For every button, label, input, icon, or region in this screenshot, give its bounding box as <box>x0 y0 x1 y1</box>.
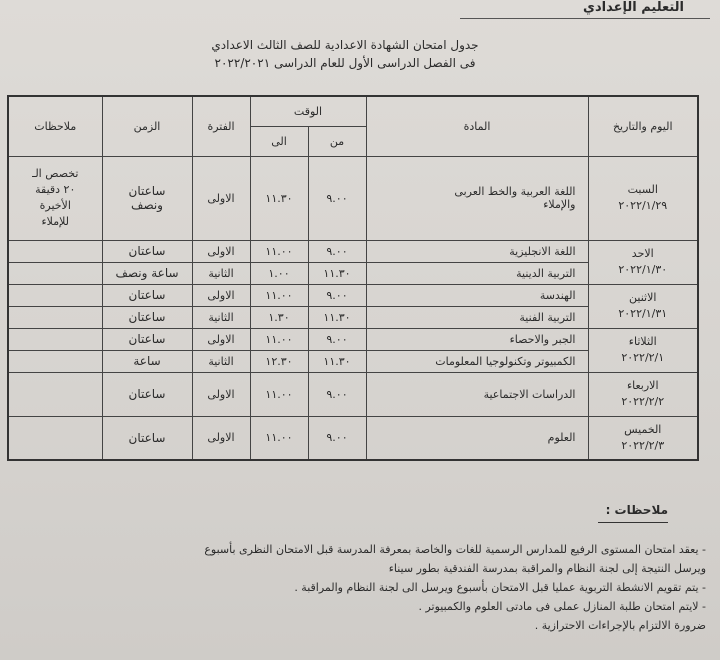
subject-text: الدراسات الاجتماعية <box>483 387 576 401</box>
header-from: من <box>308 126 366 156</box>
day-cell <box>588 240 698 284</box>
subject-text: الهندسة <box>539 288 576 302</box>
title-line-1: جدول امتحان الشهادة الاعدادية للصف الثالث الاعدادي <box>211 38 479 52</box>
note-item: ويرسل النتيجة إلى لجنة النظام والمراقبة بمدرسة الفندقية بطور سيناء <box>388 562 706 575</box>
duration-text: ساعة ونصف <box>115 266 179 280</box>
day-name: الاثنين <box>629 291 657 304</box>
subject-text: الكمبيوتر وتكنولوجيا المعلومات <box>435 354 576 368</box>
time-to-cell: ١١.٠٠ <box>250 240 308 262</box>
note-item: ضرورة الالتزام بالإجراءات الاحترازية . <box>534 619 706 632</box>
subject-cell <box>366 156 588 240</box>
time-from-cell: ٩.٠٠ <box>308 156 366 240</box>
table-row <box>8 328 698 350</box>
time-from-cell: ٩.٠٠ <box>308 328 366 350</box>
duration-text: ونصف <box>131 198 163 212</box>
header-day: اليوم والتاريخ <box>588 96 698 156</box>
day-cell <box>588 372 698 416</box>
note-item: - يتم تقويم الانشطة التربوية عمليا قبل الامتحان بأسبوع ويرسل الى لجنة النظام والمراقبة . <box>294 581 706 594</box>
time-from-cell: ١١.٣٠ <box>308 350 366 372</box>
day-name: الخميس <box>624 422 662 436</box>
time-from-cell: ٩.٠٠ <box>308 416 366 460</box>
duration-cell <box>102 284 192 306</box>
duration-cell <box>102 156 192 240</box>
day-date: ٢٠٢٢/٢/١ <box>621 351 665 364</box>
exam-schedule-table <box>7 95 699 461</box>
subject-text: اللغة العربية والخط العربى <box>454 185 576 198</box>
row-notes-cell <box>8 306 102 328</box>
period-cell: الاولى <box>192 240 250 262</box>
day-cell <box>588 156 698 240</box>
duration-text: ساعتان <box>128 310 166 324</box>
time-from-cell: ٩.٠٠ <box>308 372 366 416</box>
time-to-cell: ١١.٠٠ <box>250 328 308 350</box>
period-cell: الاولى <box>192 328 250 350</box>
duration-cell <box>102 262 192 284</box>
day-date: ٢٠٢٢/١/٣١ <box>618 307 668 320</box>
row-notes-cell <box>8 328 102 350</box>
time-to-cell: ١١.٣٠ <box>250 156 308 240</box>
header-notes: ملاحظات <box>8 96 102 156</box>
period-cell: الاولى <box>192 416 250 460</box>
time-to-cell: ١.٣٠ <box>250 306 308 328</box>
subject-text: التربية الدينية <box>516 266 576 280</box>
day-name: الاحد <box>631 247 654 260</box>
duration-cell <box>102 240 192 262</box>
notes-title: ملاحظات : <box>605 503 668 517</box>
period-cell: الثانية <box>192 350 250 372</box>
subject-cell <box>366 372 588 416</box>
duration-text: ساعتان <box>128 244 166 258</box>
duration-text: ساعتان <box>128 430 166 445</box>
row-notes-cell <box>8 156 102 240</box>
day-cell <box>588 416 698 460</box>
day-cell <box>588 284 698 328</box>
table-row <box>8 240 698 262</box>
notes-title-underline <box>598 522 668 523</box>
row-notes-cell <box>8 372 102 416</box>
subject-text: والإملاء <box>543 198 576 211</box>
duration-text: ساعتان <box>128 288 166 302</box>
time-to-cell: ١١.٠٠ <box>250 284 308 306</box>
duration-cell <box>102 328 192 350</box>
time-to-cell: ١.٠٠ <box>250 262 308 284</box>
day-date: ٢٠٢٢/٢/٣ <box>621 438 665 452</box>
time-from-cell: ١١.٣٠ <box>308 262 366 284</box>
header-period: الفترة <box>192 96 250 156</box>
day-date: ٢٠٢٢/٢/٢ <box>621 395 665 408</box>
row-notes-cell <box>8 262 102 284</box>
duration-cell <box>102 416 192 460</box>
day-date: ٢٠٢٢/١/٣٠ <box>618 263 668 276</box>
period-cell: الثانية <box>192 306 250 328</box>
time-from-cell: ١١.٣٠ <box>308 306 366 328</box>
subject-text: اللغة الانجليزية <box>509 244 576 258</box>
row-notes-cell <box>8 350 102 372</box>
duration-cell <box>102 306 192 328</box>
time-to-cell: ١٢.٣٠ <box>250 350 308 372</box>
duration-text: ساعتان <box>128 387 166 401</box>
header-to: الى <box>250 126 308 156</box>
row-note-text: ٢٠ دقيقة <box>35 183 76 196</box>
header-divider <box>460 18 710 19</box>
duration-text: ساعتان <box>128 332 166 346</box>
subject-cell <box>366 328 588 350</box>
duration-text: ساعتان <box>128 184 166 198</box>
period-cell: الاولى <box>192 156 250 240</box>
subject-cell <box>366 262 588 284</box>
row-note-text: للإملاء <box>41 215 70 228</box>
document-title <box>150 36 540 72</box>
note-item: - لايتم امتحان طلبة المنازل عملى فى مادتى العلوم والكمبيوتر . <box>418 600 706 613</box>
header-subject: المادة <box>366 96 588 156</box>
notes-list <box>16 540 706 635</box>
time-to-cell: ١١.٠٠ <box>250 416 308 460</box>
subject-cell <box>366 416 588 460</box>
subject-cell <box>366 350 588 372</box>
row-notes-cell <box>8 240 102 262</box>
day-name: الثلاثاء <box>628 335 657 348</box>
header-duration: الزمن <box>102 96 192 156</box>
org-header: التعليم الإعدادي <box>583 0 684 15</box>
duration-text: ساعة <box>133 354 161 368</box>
time-from-cell: ٩.٠٠ <box>308 284 366 306</box>
day-name: الاربعاء <box>626 379 659 392</box>
day-date: ٢٠٢٢/١/٢٩ <box>618 199 668 212</box>
duration-cell <box>102 350 192 372</box>
day-name: السبت <box>627 183 658 196</box>
row-note-text: تخصص الـ <box>32 167 79 180</box>
subject-text: الجبر والاحصاء <box>509 332 576 346</box>
subject-cell <box>366 240 588 262</box>
title-line-2: فى الفصل الدراسى الأول للعام الدراسى ٢٠٢٢/٢٠٢١ <box>214 56 476 70</box>
time-to-cell: ١١.٠٠ <box>250 372 308 416</box>
period-cell: الاولى <box>192 372 250 416</box>
subject-text: العلوم <box>547 431 576 445</box>
period-cell: الاولى <box>192 284 250 306</box>
table-row <box>8 284 698 306</box>
row-notes-cell <box>8 284 102 306</box>
day-cell <box>588 328 698 372</box>
duration-cell <box>102 372 192 416</box>
subject-cell <box>366 306 588 328</box>
period-cell: الثانية <box>192 262 250 284</box>
table-row <box>8 372 698 416</box>
header-time: الوقت <box>250 96 366 126</box>
subject-text: التربية الفنية <box>519 310 576 324</box>
row-note-text: الأخيرة <box>39 199 71 212</box>
table-row <box>8 156 698 240</box>
table-row <box>8 416 698 460</box>
note-item: - يعقد امتحان المستوى الرفيع للمدارس الرسمية للغات والخاصة بمعرفة المدرسة قبل الامتحان النظرى بأسبوع <box>204 543 706 556</box>
time-from-cell: ٩.٠٠ <box>308 240 366 262</box>
row-notes-cell <box>8 416 102 460</box>
subject-cell <box>366 284 588 306</box>
